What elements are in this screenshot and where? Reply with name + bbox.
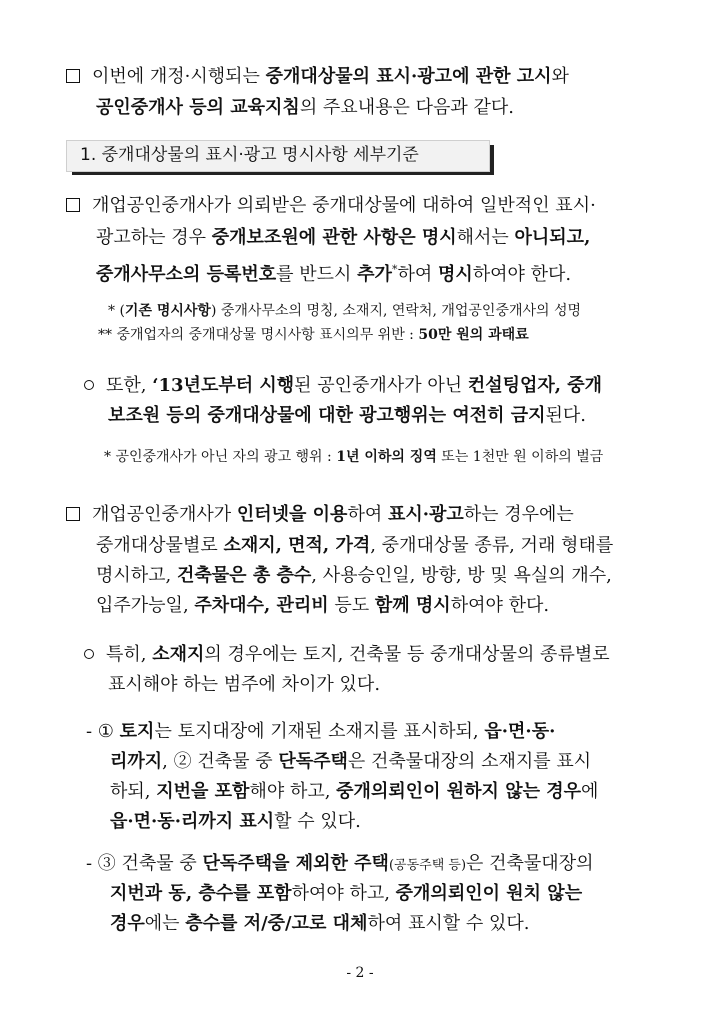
text: 에는 — [144, 913, 186, 934]
heading-text: 1. 중개대상물의 표시·광고 명시사항 세부기준 — [80, 145, 419, 165]
text: 개업공인중개사가 의뢰받은 중개대상물에 대하여 일반적인 표시· — [92, 195, 596, 216]
text-bold: 리까지 — [110, 751, 163, 772]
text: 또한, — [106, 375, 153, 396]
text-bold: 보조원 등의 중개대상물에 대한 광고행위는 여전히 금지 — [108, 405, 546, 426]
text-bold: 표시·광고 — [387, 504, 464, 525]
checkbox-bullet-icon — [66, 69, 80, 83]
text: 를 반드시 — [276, 264, 358, 285]
text: 등도 — [328, 595, 375, 616]
text: 중개대상물별로 — [96, 535, 224, 556]
text-bold: 1년 이하의 징역 — [336, 449, 437, 465]
text: 하되, — [110, 781, 157, 802]
text-bold: 주차대수, 관리비 — [194, 595, 329, 616]
text-bold: 지번을 포함 — [156, 781, 250, 802]
text: 개업공인중개사가 — [92, 504, 237, 525]
text-bold: 중개의뢰인이 원하지 않는 경우 — [336, 781, 582, 802]
text: 또는 1천만 원 이하의 벌금 — [436, 449, 604, 465]
text-bold: 추가 — [357, 264, 392, 285]
para2-line-3 — [96, 564, 612, 588]
sub2-line-1 — [84, 643, 610, 667]
dash1-line-2 — [110, 750, 591, 774]
text-bold: 컨설팅업자, 중개 — [467, 375, 603, 396]
text: , 사용승인일, 방향, 방 및 욕실의 개수, — [311, 565, 612, 586]
footnote-mark: * — [391, 263, 398, 276]
text: 된 공인중개사가 아닌 — [294, 375, 468, 396]
text: 하여 — [347, 504, 388, 525]
text: ** 중개업자의 중개대상물 명시사항 표시의무 위반 : — [98, 327, 419, 343]
text-bold: 읍·면·동· — [484, 721, 556, 742]
text: 하여 — [397, 264, 438, 285]
para1-line-1 — [66, 194, 596, 218]
note-line-1 — [108, 301, 581, 321]
text: 명시하고, — [96, 565, 177, 586]
text-bold: 소재지 — [152, 644, 205, 665]
text-bold: 명시 — [437, 264, 473, 285]
text: 하는 경우에는 — [463, 504, 574, 525]
text-bold: 인터넷을 이용 — [236, 504, 348, 525]
para1-line-3 — [96, 258, 571, 287]
text: 된다. — [545, 405, 587, 426]
dash1-line-4 — [110, 810, 361, 834]
dash2-line-1 — [86, 852, 593, 878]
text: 의 주요내용은 다음과 같다. — [299, 97, 514, 118]
text-bold: 50만 원의 과태료 — [418, 327, 529, 343]
text: 해야 하고, — [249, 781, 337, 802]
para1-line-2 — [96, 226, 590, 250]
text: ) 중개사무소의 명칭, 소재지, 연락처, 개업공인중개사의 성명 — [210, 303, 582, 319]
text: 이번에 개정·시행되는 — [92, 66, 266, 87]
text-small: (공동주택 등) — [388, 858, 467, 873]
text-bold: 층수를 저/중/고로 대체 — [185, 913, 368, 934]
intro-line-2 — [96, 96, 514, 120]
text-bold: 읍·면·동·리까지 표시 — [110, 811, 275, 832]
text-bold: 중개의뢰인이 원치 않는 — [395, 883, 583, 904]
text: * ( — [108, 303, 125, 319]
text: 표시해야 하는 범주에 차이가 있다. — [108, 674, 381, 695]
text-bold: 단독주택 — [278, 751, 348, 772]
circle-bullet-icon — [84, 649, 94, 659]
circle-bullet-icon — [84, 380, 94, 390]
text-bold: 함께 명시 — [374, 595, 451, 616]
text: 할 수 있다. — [274, 811, 361, 832]
text: 하여야 하고, — [291, 883, 396, 904]
para2-line-2 — [96, 534, 613, 558]
note-line-3 — [104, 447, 603, 467]
text: - ③ 건축물 중 — [86, 853, 203, 874]
text: , ② 건축물 중 — [162, 751, 279, 772]
note-line-2 — [98, 325, 529, 345]
text: 특히, — [106, 644, 153, 665]
text: 은 건축물대장의 — [466, 853, 594, 874]
text: , 중개대상물 종류, 거래 형태를 — [370, 535, 614, 556]
text-bold: 중개보조원에 관한 사항은 명시 — [211, 227, 457, 248]
text-bold: 기존 명시사항 — [124, 303, 211, 319]
sub1-line-1 — [84, 374, 602, 398]
para2-line-4 — [96, 594, 549, 618]
text: 하여 표시할 수 있다. — [367, 913, 530, 934]
text-bold: 소재지, 면적, 가격 — [223, 535, 371, 556]
dash2-line-3 — [110, 912, 529, 936]
text-bold: 건축물은 총 층수 — [177, 565, 312, 586]
sub1-line-2 — [108, 404, 586, 428]
text-bold: 중개사무소의 등록번호 — [96, 264, 277, 285]
text: * 공인중개사가 아닌 자의 광고 행위 : — [104, 449, 337, 465]
text: 와 — [551, 66, 569, 87]
text-bold: 경우 — [110, 913, 145, 934]
sub2-line-2 — [108, 673, 380, 697]
text: 은 건축물대장의 소재지를 표시 — [347, 751, 592, 772]
checkbox-bullet-icon — [66, 198, 80, 212]
text: 광고하는 경우 — [96, 227, 212, 248]
text-bold: 아니되고, — [514, 227, 591, 248]
text: 해서는 — [456, 227, 515, 248]
text: 에 — [581, 781, 599, 802]
section-heading — [66, 140, 496, 176]
para2-line-1 — [66, 503, 574, 527]
dash1-line-1 — [86, 720, 555, 744]
text-bold: 중개대상물의 표시·광고에 관한 고시 — [265, 66, 552, 87]
page-number: - 2 - — [346, 965, 374, 981]
text: 의 경우에는 토지, 건축물 등 중개대상물의 종류별로 — [204, 644, 610, 665]
intro-line-1 — [66, 65, 569, 89]
dash1-line-3 — [110, 780, 598, 804]
text-bold: 토지 — [119, 721, 155, 742]
text-bold: 지번과 동, 층수를 포함 — [110, 883, 292, 904]
text-bold: ‘13년도부터 시행 — [152, 375, 295, 396]
text-bold: 공인중개사 등의 교육지침 — [96, 97, 300, 118]
text: 는 토지대장에 기재된 소재지를 표시하되, — [154, 721, 485, 742]
text: 입주가능일, — [96, 595, 195, 616]
text: 하여야 한다. — [450, 595, 550, 616]
text: 하여야 한다. — [472, 264, 572, 285]
dash2-line-2 — [110, 882, 582, 906]
text-bold: 단독주택을 제외한 주택 — [202, 853, 389, 874]
checkbox-bullet-icon — [66, 507, 80, 521]
text: - ① — [86, 721, 120, 742]
